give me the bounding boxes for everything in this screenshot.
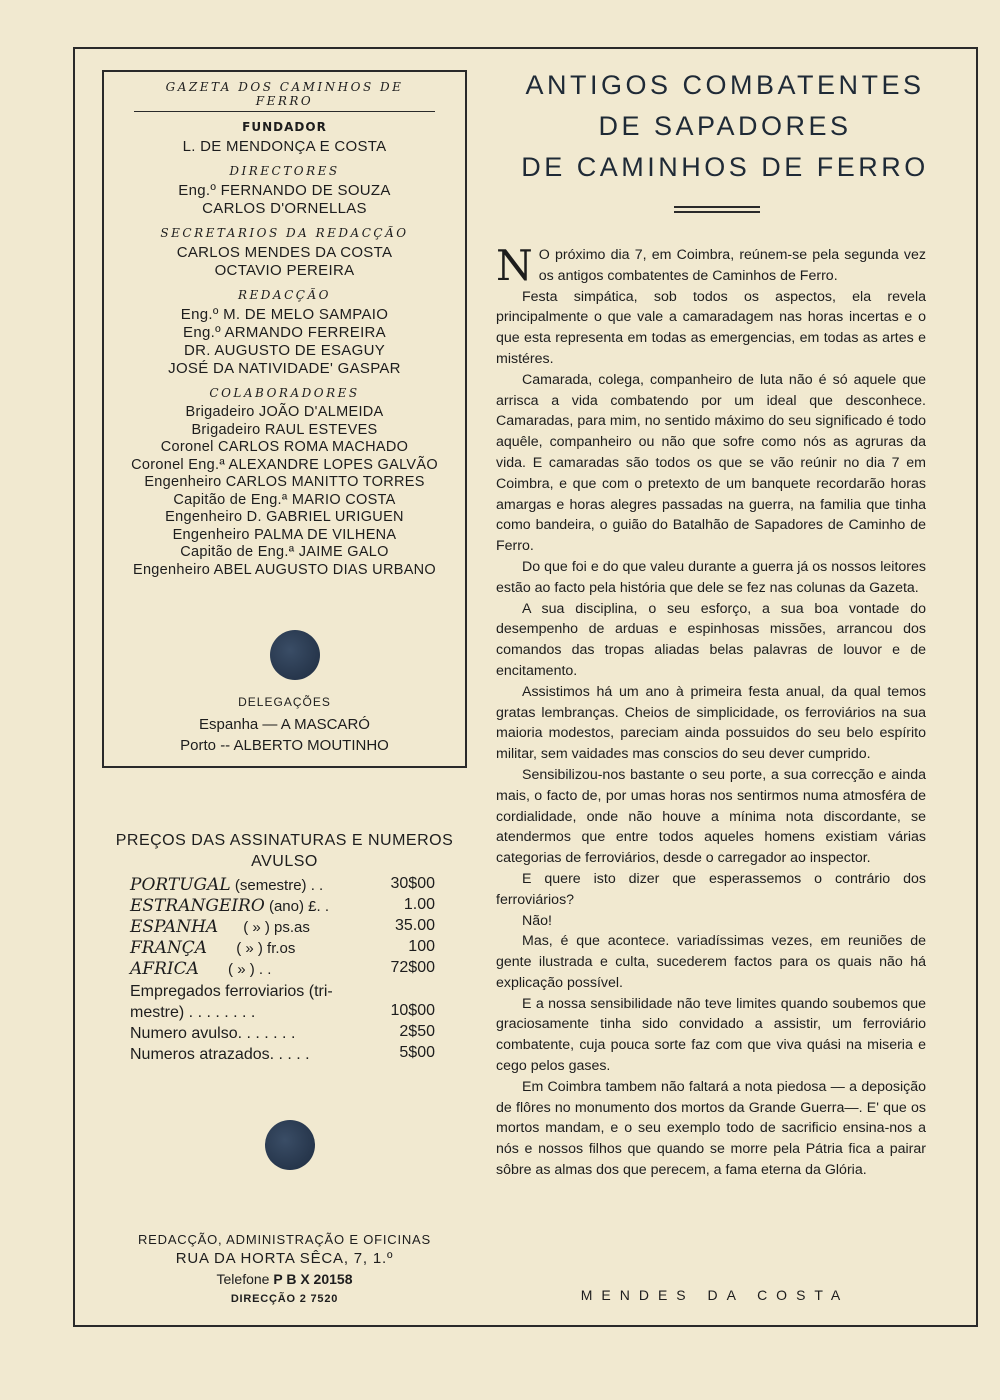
redaccao-name: Eng.º ARMANDO FERREIRA <box>183 324 386 341</box>
colaborador-name: Brigadeiro JOÃO D'ALMEIDA <box>185 404 384 420</box>
directores-label: DIRECTORES <box>229 164 340 178</box>
price-row <box>130 917 435 938</box>
prices-title <box>102 830 467 872</box>
price-country: ESPANHA <box>130 917 219 937</box>
price-country: PORTUGAL <box>130 875 231 895</box>
price-value: 1.00 <box>403 896 435 913</box>
price-value: 2$50 <box>399 1023 435 1040</box>
price-note: (semestre) . . <box>230 877 324 894</box>
headline-line: DE CAMINHOS DE FERRO <box>521 152 929 182</box>
price-row <box>130 938 435 959</box>
redaccao-name: JOSÉ DA NATIVIDADE' GASPAR <box>168 360 401 377</box>
article-paragraph: Assistimos há um ano à primeira festa anual, da qual temos gratas lembranças. Cheios de simplicidade, os ferroviários na sua maioria modestos, pareciam ainda possuidos do seu belo espírito militar, sem vaidades mas conscios do seu dever cumprido. <box>496 683 926 763</box>
article-paragraph: Sensibilizou-nos bastante o seu porte, a sua correcção e ainda mais, o facto de, por umas horas nos sentirmos numa atmosféra de cordialidade, onde não houve a mínima nota discordante, se atendermos que entre todos aqueles homens existiam várias categorias de ferroviários, desde o carregador ao inspector. <box>496 766 926 867</box>
director-name: Eng.º FERNANDO DE SOUZA <box>178 182 391 199</box>
price-note: Empregados ferroviarios (tri- <box>130 983 333 1000</box>
article-paragraph: N O próximo dia 7, em Coimbra, reúnem-se pela segunda vez os antigos combatentes de Caminhos de Ferro. <box>496 241 926 290</box>
article-paragraph: Não! <box>522 912 552 929</box>
colaborador-name: Engenheiro CARLOS MANITTO TORRES <box>144 474 425 490</box>
price-country: ESTRANGEIRO <box>130 896 265 916</box>
colaboradores-label: COLABORADORES <box>209 386 360 400</box>
colaborador-name: Coronel Eng.ª ALEXANDRE LOPES GALVÃO <box>131 456 438 473</box>
price-value: 5$00 <box>399 1044 435 1061</box>
price-value: 30$00 <box>390 875 435 892</box>
price-note: mestre) . . . . . . . . <box>130 1004 256 1021</box>
price-note: ( » ) fr.os <box>207 940 296 957</box>
secretario-name: OCTAVIO PEREIRA <box>214 262 355 279</box>
article-paragraph: Em Coimbra tambem não faltará a nota piedosa — a deposição de flôres no monumento dos mortos da Grande Guerra—. E' que os mortos mandam, e o seu exemplo todo de sacrificio ensina-nos a nós e nossos filhos que quando se morre pela Pátria fica a pairar sôbre as almas dos que perecem, a fama eterna da Glória. <box>496 1078 926 1179</box>
redaccao-label: REDACÇÃO <box>238 288 331 302</box>
headline-divider <box>674 206 760 213</box>
colaborador-name: Capitão de Eng.ª JAIME GALO <box>180 544 389 560</box>
secretario-name: CARLOS MENDES DA COSTA <box>176 244 393 261</box>
price-value: 100 <box>408 938 435 955</box>
article-signature: MENDES DA COSTA <box>580 1287 850 1303</box>
article-headline <box>500 65 950 188</box>
article-paragraph: Mas, é que acontece. variadíssimas vezes, em reuniões de gente ilustrada e culta, sucederem factos para os quais não há explicação possível. <box>496 933 926 991</box>
article-paragraph: Camarada, colega, companheiro de luta não é só aquele que arrisca a vida combatendo por um ideal que desconhece. Camaradas, para mim, no sentido máximo do seu significado é todo aquêle, companheiro ou não que sofre como nós as agruras da vida. E camaradas são todos os que se vão reúnir no dia 7 em Coimbra, e que com o pretexto de um banquete recordarão horas amargas e horas alegres passadas na guerra, na familia que tinha como bandeira, o guião do Batalhão de Sapadores de Caminho de Ferro. <box>496 371 926 555</box>
telefone-number: P B X 20158 <box>273 1271 353 1287</box>
address-line-2: RUA DA HORTA SÊCA, 7, 1.º <box>175 1250 394 1267</box>
redaccao-name: DR. AUGUSTO DE ESAGUY <box>183 342 386 359</box>
redaccao-name: Eng.º M. DE MELO SAMPAIO <box>180 306 389 323</box>
price-row <box>130 875 435 896</box>
article-body <box>496 241 926 1181</box>
delegacoes-label: DELEGAÇÕES <box>238 695 331 709</box>
price-row <box>130 1044 435 1065</box>
article-paragraph: E a nossa sensibilidade não teve limites quando soubemos que graciosamente tinha sido convidado a assistir, um ferroviário combatente, cuja pouca sorte faz com que viva quási na miseria e cego pelos gases. <box>496 995 926 1075</box>
price-note: Numeros atrazados. . . . . <box>130 1046 310 1063</box>
masthead-title: GAZETA DOS CAMINHOS DE FERRO <box>134 80 435 112</box>
price-value: 72$00 <box>390 959 435 976</box>
price-note: (ano) £. . <box>264 898 329 915</box>
ornament-dot-icon <box>270 630 320 680</box>
article-paragraph: A sua disciplina, o seu esforço, a sua boa vontade do desempenho de arduas e espinhosas missões, arrancou dos comandos das tropas aliadas belas palavras de louvor e de encitamento. <box>496 600 926 679</box>
headline-line: ANTIGOS COMBATENTES <box>525 70 925 100</box>
dropcap: N <box>496 241 533 290</box>
fundador-label: FUNDADOR <box>242 120 327 134</box>
address-line-1: REDACÇÃO, ADMINISTRAÇÃO E OFICINAS <box>137 1232 431 1247</box>
prices-title-line: PREÇOS DAS ASSINATURAS E NUMEROS <box>115 832 454 849</box>
telefone-line <box>102 1271 467 1287</box>
price-row <box>130 959 435 980</box>
price-row <box>130 981 435 1002</box>
colaboradores-list <box>104 404 465 579</box>
colaborador-name: Engenheiro ABEL AUGUSTO DIAS URBANO <box>132 561 437 578</box>
article-paragraph: Festa simpática, sob todos os aspectos, ela revela principalmente o que vale a camaradagem nas horas incertas e o que esta representa em todas as emergencias, em todas as artes e mistéres. <box>496 288 926 367</box>
colaborador-name: Capitão de Eng.ª MARIO COSTA <box>173 491 396 508</box>
price-country: AFRICA <box>130 959 199 979</box>
ornament-dot-icon <box>265 1120 315 1170</box>
telefone-label: Telefone <box>216 1271 270 1287</box>
price-note: ( » ) . . <box>198 961 272 978</box>
delegacao-porto: Porto -- ALBERTO MOUTINHO <box>180 737 389 754</box>
fundador-name: L. DE MENDONÇA E COSTA <box>182 138 387 155</box>
price-row <box>130 896 435 917</box>
prices-title-line: AVULSO <box>251 853 318 870</box>
price-country: FRANÇA <box>130 938 208 958</box>
price-note: Numero avulso. . . . . . . <box>130 1025 296 1042</box>
direccao-line: DIRECÇÃO 2 7520 <box>230 1293 339 1305</box>
colaborador-name: Engenheiro D. GABRIEL URIGUEN <box>165 509 404 525</box>
price-value: 10$00 <box>390 1002 435 1019</box>
delegacao-espanha: Espanha — A MASCARÓ <box>199 716 370 733</box>
colaborador-name: Brigadeiro RAUL ESTEVES <box>191 421 378 438</box>
article-paragraph: E quere isto dizer que esperassemos o contrário dos ferroviários? <box>496 870 926 908</box>
colaborador-name: Engenheiro PALMA DE VILHENA <box>172 526 397 543</box>
price-row <box>130 1023 435 1044</box>
article-paragraph: Do que foi e do que valeu durante a guerra já os nossos leitores estão ao facto pela história que dele se fez nas colunas da Gazeta. <box>496 558 926 596</box>
price-row <box>130 1002 435 1023</box>
price-value: 35.00 <box>394 917 435 934</box>
secretarios-label: SECRETARIOS DA REDACÇÃO <box>160 226 409 240</box>
headline-line: DE SAPADORES <box>598 111 852 141</box>
colaborador-name: Coronel CARLOS ROMA MACHADO <box>160 439 409 455</box>
director-name: CARLOS D'ORNELLAS <box>202 200 367 217</box>
price-note: ( » ) ps.as <box>218 919 310 936</box>
